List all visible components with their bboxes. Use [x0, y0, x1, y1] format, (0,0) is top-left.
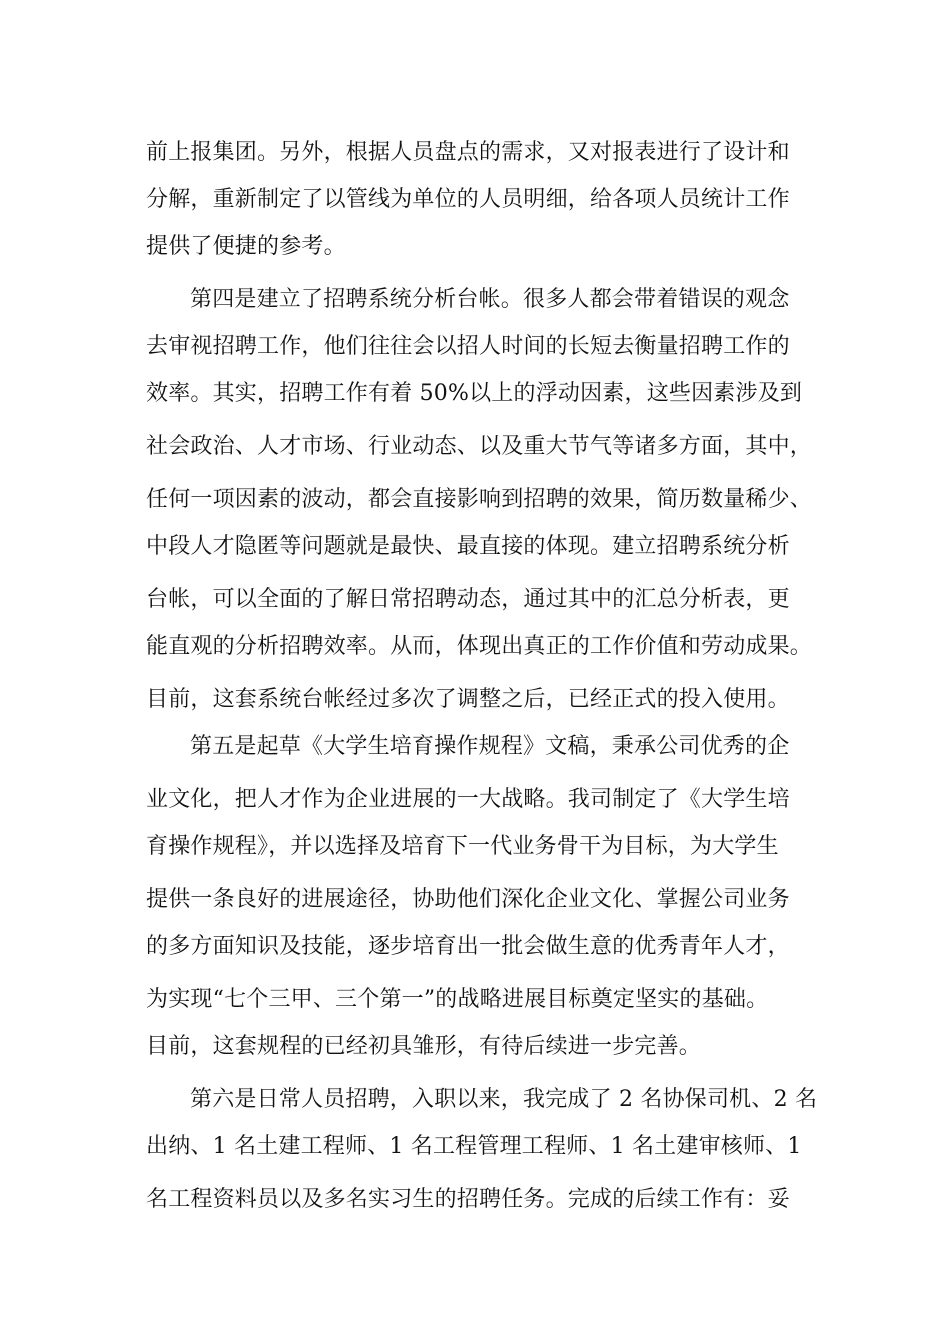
text-line-18: 为实现“七个三甲、三个第一”的战略进展目标奠定坚实的基础。 — [146, 987, 769, 1012]
paragraph-4-start: 第四是建立了招聘系统分析台帐。很多人都会带着错误的观念 — [190, 287, 790, 312]
text-line-16: 提供一条良好的进展途径，协助他们深化企业文化、掌握公司业务 — [146, 887, 790, 912]
text-line-2: 分解，重新制定了以管线为单位的人员明细，给各项人员统计工作 — [146, 187, 790, 212]
text-line-10: 台帐，可以全面的了解日常招聘动态，通过其中的汇总分析表，更 — [146, 587, 790, 612]
text-line-22: 名工程资料员以及多名实习生的招聘任务。完成的后续工作有：妥 — [146, 1187, 790, 1212]
text-line-1: 前上报集团。另外，根据人员盘点的需求，又对报表进行了设计和 — [146, 140, 790, 165]
paragraph-6-start: 第六是日常人员招聘，入职以来，我完成了 2 名协保司机、2 名 — [190, 1087, 818, 1112]
paragraph-5-start: 第五是起草《大学生培育操作规程》文稿，秉承公司优秀的企 — [190, 734, 790, 759]
text-line-9: 中段人才隐匿等问题就是最快、最直接的体现。建立招聘系统分析 — [146, 534, 790, 559]
text-line-3: 提供了便捷的参考。 — [146, 234, 346, 259]
text-line-21: 出纳、1 名土建工程师、1 名工程管理工程师、1 名土建审核师、1 — [146, 1134, 802, 1159]
text-line-8: 任何一项因素的波动，都会直接影响到招聘的效果，简历数量稀少、 — [146, 487, 813, 512]
text-line-7: 社会政治、人才市场、行业动态、以及重大节气等诸多方面，其中， — [146, 434, 813, 459]
text-line-5: 去审视招聘工作，他们往往会以招人时间的长短去衡量招聘工作的 — [146, 334, 790, 359]
text-line-6: 效率。其实，招聘工作有着 50%以上的浮动因素，这些因素涉及到 — [146, 381, 803, 406]
text-line-19: 目前，这套规程的已经初具雏形，有待后续进一步完善。 — [146, 1034, 702, 1059]
text-line-14: 业文化，把人才作为企业进展的一大战略。我司制定了《大学生培 — [146, 787, 790, 812]
text-line-17: 的多方面知识及技能，逐步培育出一批会做生意的优秀青年人才， — [146, 934, 790, 959]
text-line-11: 能直观的分析招聘效率。从而，体现出真正的工作价值和劳动成果。 — [146, 634, 813, 659]
text-line-15: 育操作规程》，并以选择及培育下一代业务骨干为目标，为大学生 — [146, 834, 779, 859]
text-line-12: 目前，这套系统台帐经过多次了调整之后，已经正式的投入使用。 — [146, 687, 790, 712]
